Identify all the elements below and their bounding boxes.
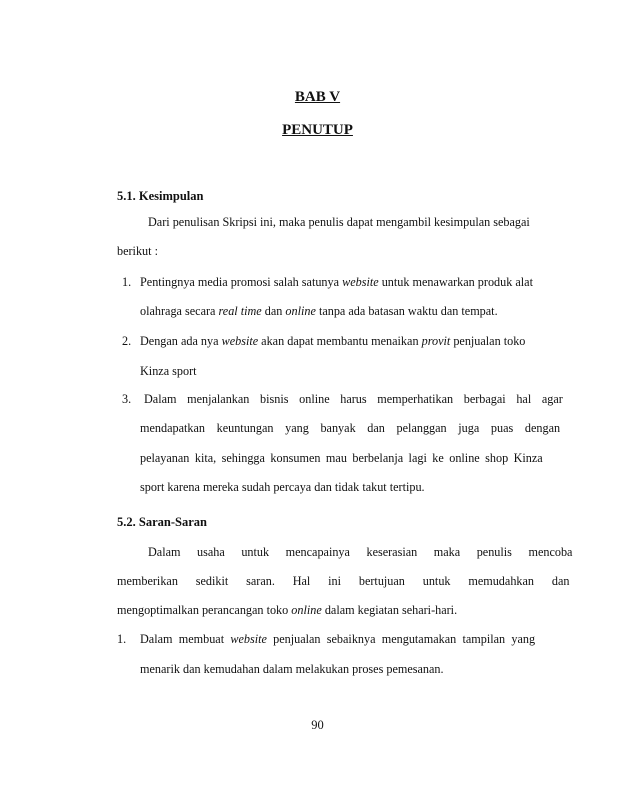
chapter-label: BAB V bbox=[294, 89, 341, 105]
section-heading-saran: 5.2. Saran-Saran bbox=[117, 515, 207, 529]
paragraph-line: berikut : bbox=[117, 244, 158, 258]
list-number: 2. bbox=[122, 334, 132, 348]
list-item-line: mendapatkan keuntungan yang banyak dan pelanggan juga puas dengan bbox=[140, 421, 561, 435]
list-item-line: pelayanan kita, sehingga konsumen mau berbelanja lagi ke online shop Kinza bbox=[140, 451, 543, 465]
list-number: 1. bbox=[117, 632, 127, 646]
list-item-line: Kinza sport bbox=[140, 364, 197, 378]
paragraph-line: Dari penulisan Skripsi ini, maka penulis dapat mengambil kesimpulan sebagai bbox=[148, 215, 530, 229]
paragraph-line: memberikan sedikit saran. Hal ini bertujuan untuk memudahkan dan bbox=[117, 574, 570, 588]
list-item-line: Dalam menjalankan bisnis online harus memperhatikan berbagai hal agar bbox=[144, 392, 563, 406]
list-item-line: Pentingnya media promosi salah satunya website untuk menawarkan produk alat bbox=[140, 275, 533, 289]
list-item-line: Dalam membuat website penjualan sebaiknya mengutamakan tampilan yang bbox=[140, 632, 536, 646]
list-number: 3. bbox=[122, 392, 132, 406]
list-item-line: Dengan ada nya website akan dapat membantu menaikan provit penjualan toko bbox=[140, 334, 526, 348]
list-item-line: olahraga secara real time dan online tanpa ada batasan waktu dan tempat. bbox=[140, 304, 498, 318]
paragraph-line: Dalam usaha untuk mencapainya keserasian maka penulis mencoba bbox=[148, 545, 573, 559]
page-number: 90 bbox=[311, 718, 324, 732]
paragraph-line: mengoptimalkan perancangan toko online dalam kegiatan sehari-hari. bbox=[117, 603, 458, 617]
list-item-line: sport karena mereka sudah percaya dan tidak takut tertipu. bbox=[140, 480, 425, 494]
section-heading-kesimpulan: 5.1. Kesimpulan bbox=[117, 189, 204, 203]
list-number: 1. bbox=[122, 275, 132, 289]
chapter-title: PENUTUP bbox=[282, 122, 353, 138]
list-item-line: menarik dan kemudahan dalam melakukan proses pemesanan. bbox=[140, 662, 444, 676]
